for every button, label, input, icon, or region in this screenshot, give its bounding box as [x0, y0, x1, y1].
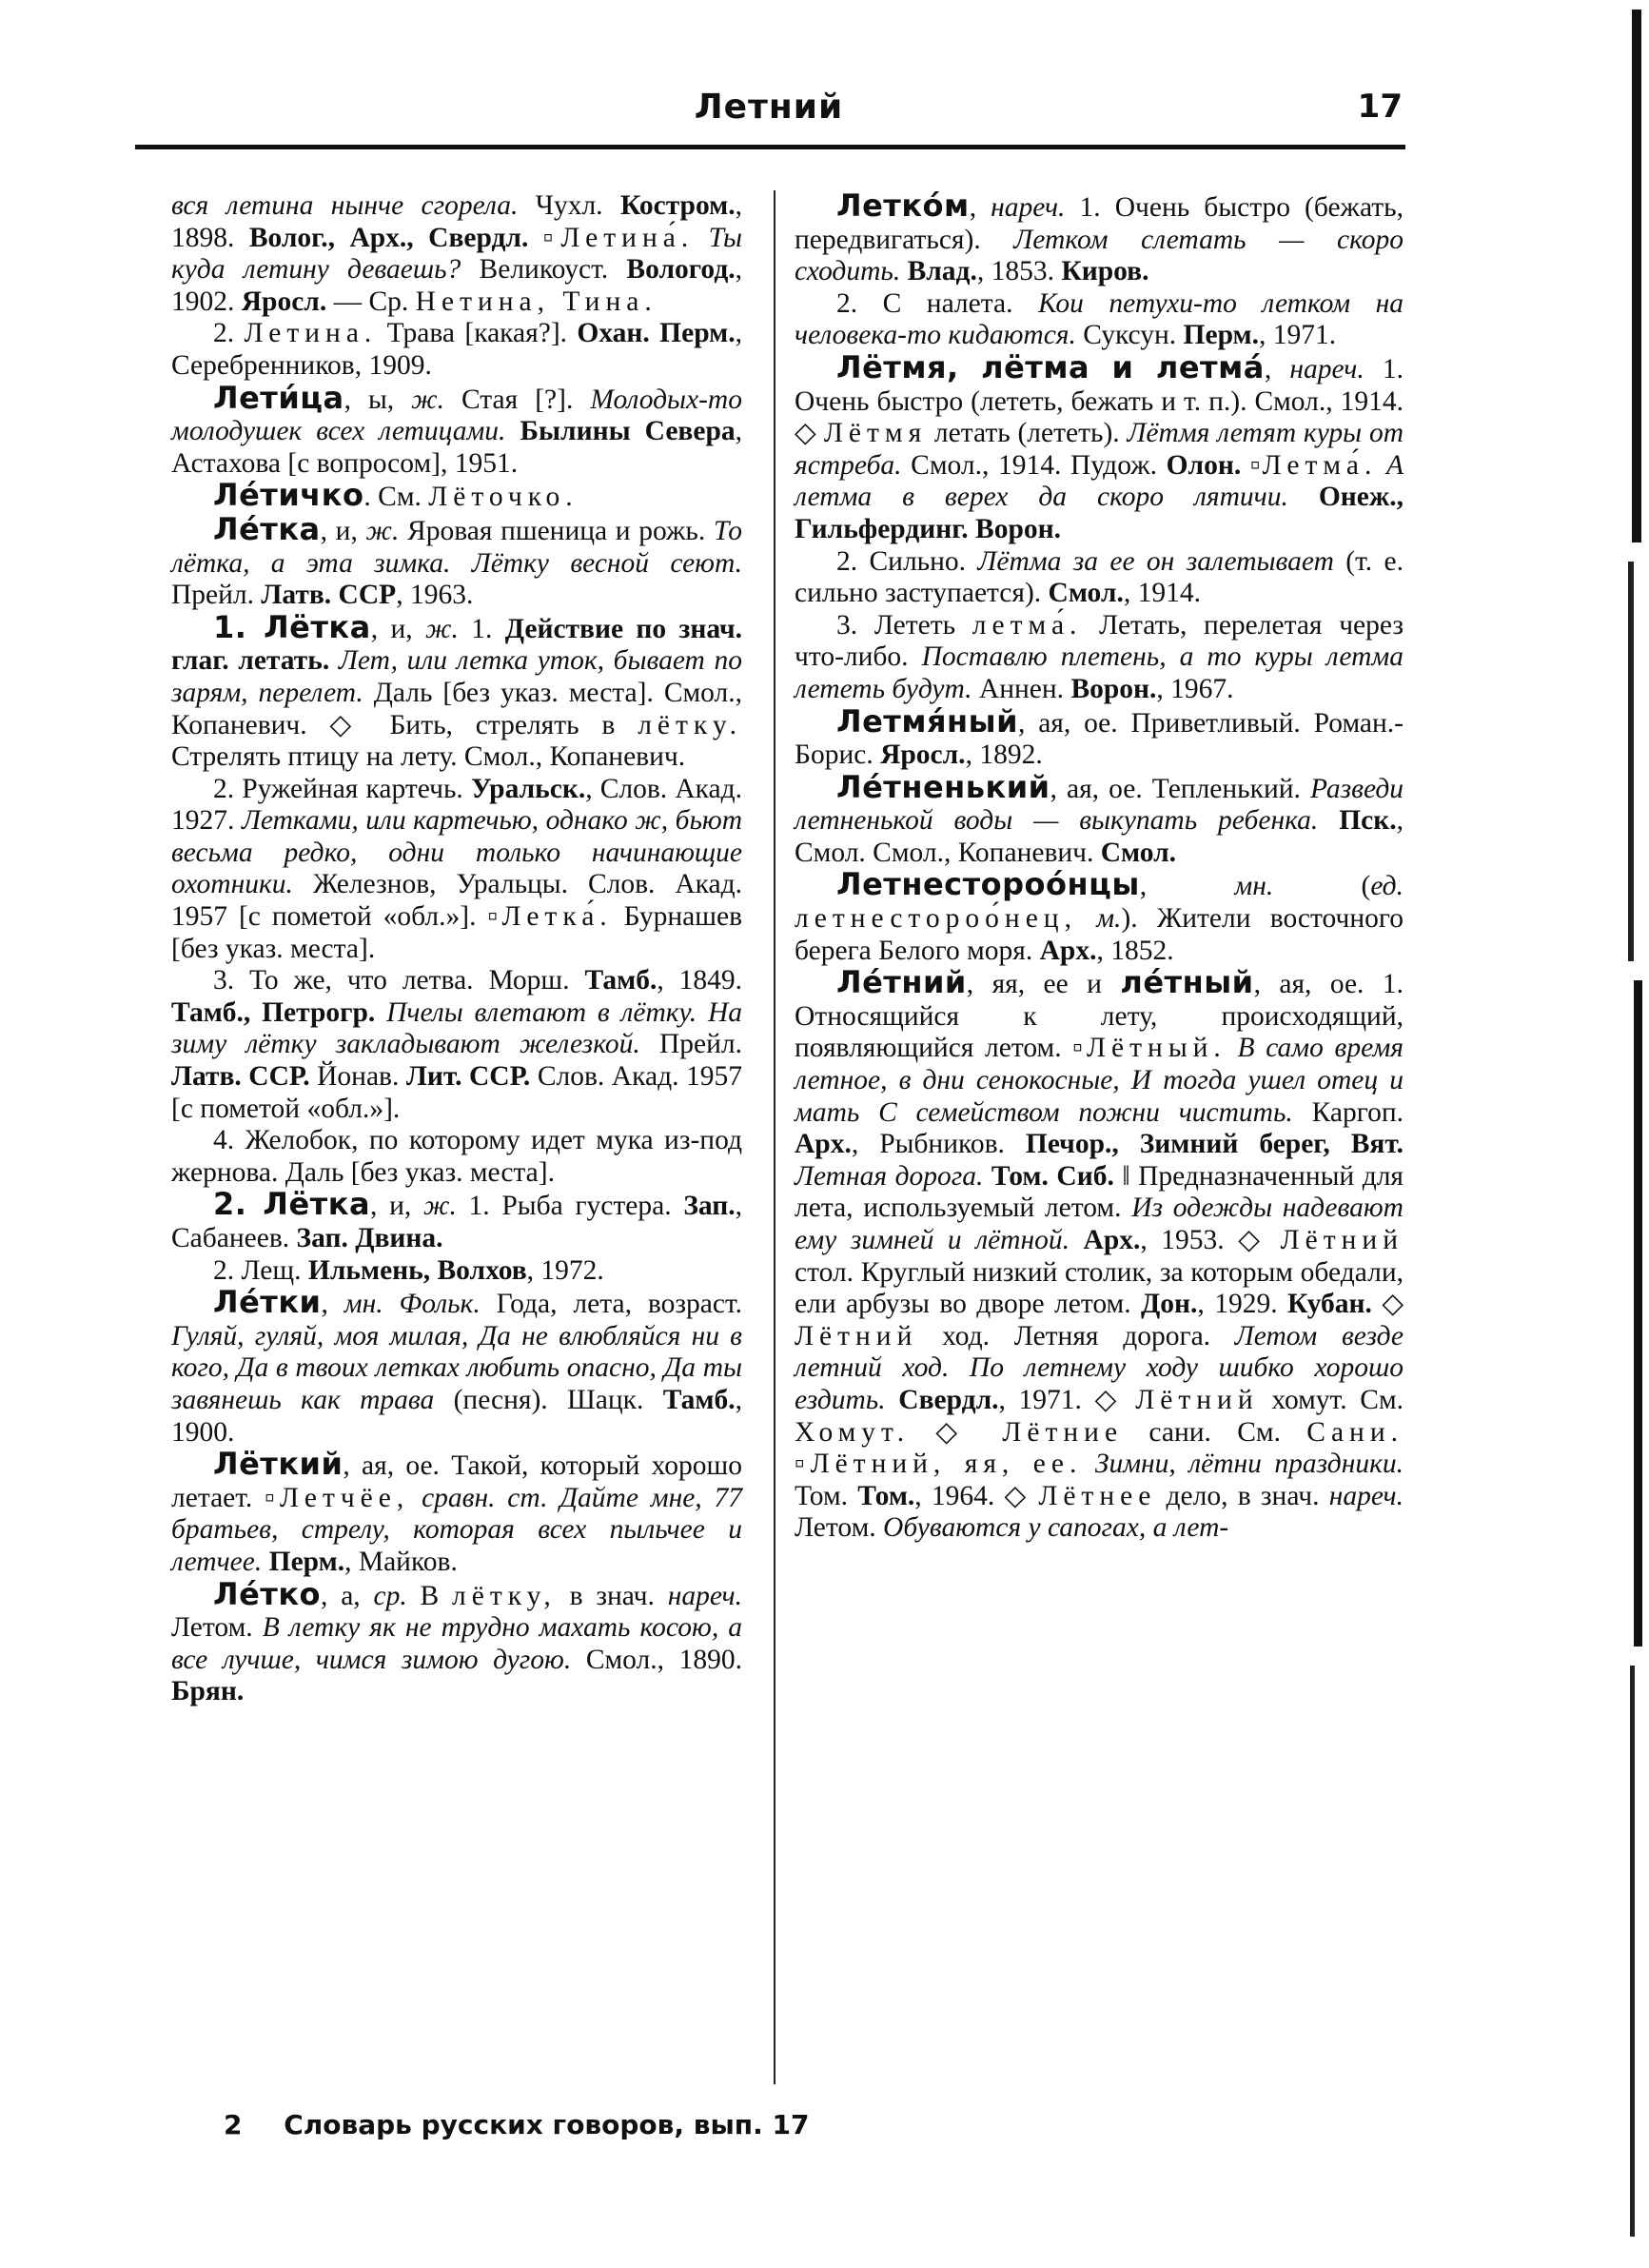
entry-text: 1. Очень быстро (бежать, передвигаться). [795, 192, 1404, 255]
entry-text: ед. [1370, 871, 1404, 902]
entry-text: Тамб., Петрогр. [171, 996, 376, 1028]
entry-text: Кубан. [1287, 1289, 1372, 1320]
entry-text: м. [1096, 903, 1122, 935]
entry-text: , 1852. [1096, 935, 1174, 966]
entry-text: Поставлю плетень, а то куры летма лететь будут. [795, 641, 1404, 704]
entry-text [983, 1161, 991, 1192]
entry-text: Действие по знач. глаг. летать. [171, 613, 742, 677]
entry-text: Летчёе, [280, 1482, 410, 1513]
entry-text: В само время летное, в дни сенокосные, И тогда ушел отец и мать С семейством пожни чистить. [795, 1033, 1404, 1128]
entry-text: , 1853. [976, 256, 1062, 287]
entry-text: Летом везде летний ход. По летнему ходу шибко хорошо ездить. [795, 1320, 1404, 1415]
entry-text: , Серебренников, 1909. [171, 318, 742, 381]
entry-text: , и, [370, 613, 425, 644]
entry-text: Даль [без указ. места]. Смол., Копаневич. ◇ Бить, стрелять в [171, 677, 742, 740]
page-number: 17 [1357, 88, 1403, 126]
entry-text: Летная дорога. [795, 1160, 984, 1192]
entry-text: Уральск. [470, 773, 586, 804]
entry-text: Суксун. [1075, 320, 1184, 351]
entry-text: Смол., 1914. Пудож. [901, 449, 1167, 481]
entry-text: В летку як не трудно махать косою, а все лучше, чимся зимою дугою. [171, 1612, 742, 1675]
entry-text: , а, [321, 1580, 374, 1611]
entry-text: сравн. ст. Дайте мне, 77 братьев, стрелу, которая всех пыльчее и летчее. [171, 1482, 743, 1577]
entry-text: Печор., Зимний берег, Вят. [1025, 1129, 1404, 1160]
entry-text: , и, [320, 515, 366, 546]
dictionary-entry [171, 510, 742, 612]
entry-text: 1. Очень быстро (лететь, бежать и т. п.). Смол., 1914. ◇ [795, 353, 1404, 449]
column-divider [774, 190, 775, 2084]
sense-paragraph [171, 965, 742, 1125]
sense-paragraph [171, 1255, 742, 1288]
entry-text: Года, лета, возраст. [480, 1289, 742, 1320]
entry-text: 1. Рыба густера. [456, 1191, 684, 1222]
entry-text: В [406, 1580, 452, 1611]
entry-text: летать (лететь). [927, 418, 1128, 449]
entry-text: Хомут. [795, 1416, 911, 1448]
entry-text: Арх. [1039, 935, 1097, 966]
dictionary-entry [795, 768, 1404, 870]
entry-text: ход. Летняя дорога. [917, 1320, 1235, 1351]
entry-text [375, 997, 386, 1028]
entry-headword: Летмя́ный [836, 702, 1018, 740]
entry-text: Олон. [1166, 449, 1242, 481]
entry-text: , Слов. Акад. 1927. [171, 773, 742, 837]
sense-paragraph [171, 1125, 742, 1189]
entry-headword: Ле́тка [213, 510, 321, 547]
entry-headword: Ле́тки [213, 1284, 322, 1321]
entry-text: Смол., 1890. [571, 1644, 742, 1675]
entry-text: Ты куда летину деваешь? [171, 222, 742, 286]
entry-text: вся летина нынче сгорела. [171, 190, 519, 221]
running-headword: Летний [694, 88, 844, 127]
entry-headword: Летко́м [836, 187, 970, 224]
entry-text: ж. [365, 515, 400, 546]
page-header [135, 88, 1403, 141]
entry-text: Летать, перелетая через что-либо. [795, 609, 1404, 673]
entry-text [262, 1547, 268, 1577]
entry-headword: Летнестороо́нцы [836, 866, 1140, 903]
entry-text: , ая, ое. Приветливый. Роман.-Борис. [795, 707, 1404, 771]
dictionary-entry [171, 1575, 742, 1708]
entry-text: Трава [какая?]. [377, 318, 578, 349]
entry-text: Разведи летненькой воды — выкупать ребенка. [795, 773, 1404, 837]
scan-edge-marks [1592, 0, 1649, 2268]
dictionary-entry [171, 1186, 742, 1254]
entry-text: ж. [423, 1191, 457, 1222]
sense-paragraph [171, 774, 742, 966]
entry-text: Лётний, яя, ее. [810, 1449, 1083, 1480]
entry-text: Свердл. [898, 1384, 999, 1415]
dictionary-entry [171, 1284, 742, 1449]
entry-text: Онеж., Гильфердинг. Ворон. [795, 482, 1404, 544]
dictionary-entry [795, 187, 1404, 288]
entry-headword: 1. Лётка [213, 608, 371, 645]
entry-headword: ле́тный [1120, 964, 1254, 1001]
entry-text: Летками, или картечью, однако ж, бьют весьма редко, одни только начинающие охотники. [171, 805, 742, 900]
entry-text: Пчелы влетают в лётку. На зиму лётку закладывают железкой. [171, 996, 743, 1060]
entry-text [1288, 482, 1319, 512]
entry-text: Смол. [1048, 578, 1124, 609]
entry-text: Лёточко. [428, 482, 579, 513]
entry-text: Костром. [619, 190, 736, 221]
entry-text: , Майков. [344, 1546, 458, 1577]
entry-text: Прейл. [639, 1029, 742, 1060]
entry-text: ◇ [1371, 1289, 1404, 1320]
entry-text: , 1914. [1123, 578, 1201, 609]
entry-text [1377, 450, 1386, 481]
entry-headword: Ле́тко [213, 1575, 322, 1612]
entry-text: ▫ [528, 222, 561, 253]
entry-text: (песня). Шацк. [434, 1384, 663, 1415]
entry-text: сани. См. [1123, 1416, 1307, 1448]
entry-text: Железнов, Уральцы. Слов. Акад. 1957 [с пометой «обл.»]. ▫ [171, 869, 742, 933]
entry-text: хомут. См. [1258, 1384, 1404, 1415]
entry-text: Яровая пшеница и рожь. [399, 515, 714, 546]
entry-text: Летма́. [1262, 449, 1378, 481]
entry-text: , [969, 192, 991, 223]
entry-text: Лётма за ее он залетывает [977, 545, 1334, 577]
entry-text: Лет, или летка уток, бывает по зарям, перелет. [171, 645, 742, 708]
entry-text: , 1972. [526, 1254, 604, 1286]
entry-text: стол. Круглый низкий столик, за которым обедали, ели арбузы во дворе летом. [795, 1256, 1404, 1320]
dictionary-entry [171, 190, 742, 318]
entry-text: Киров. [1061, 256, 1149, 287]
right-column [795, 187, 1404, 1545]
entry-text: ▫ [795, 1449, 811, 1480]
entry-text: Летом. [795, 1512, 884, 1544]
entry-text: . См. [363, 482, 429, 513]
entry-text: Брян. [171, 1676, 245, 1707]
entry-text: 2. С налета. [836, 287, 1038, 319]
entry-text: 2. Сильно. [836, 545, 978, 577]
entry-text: , ая, ое. Тепленький. [1050, 773, 1310, 804]
entry-text [900, 256, 907, 286]
entry-text: Летком слетать — скоро сходить. [795, 224, 1404, 287]
dictionary-entry [795, 702, 1404, 772]
entry-text: Прейл. [171, 580, 262, 611]
entry-text [1227, 1033, 1238, 1063]
entry-text: ср. [373, 1580, 407, 1611]
entry-text: ( [1273, 871, 1371, 902]
entry-text: — Ср. [326, 286, 416, 317]
entry-text: нареч. [1289, 353, 1364, 385]
entry-text: , и, [370, 1191, 424, 1222]
footer-text: Словарь русских говоров, вып. 17 [284, 2109, 810, 2140]
entry-text: 2. Ружейная картечь. [213, 773, 471, 804]
entry-text [1070, 1225, 1084, 1255]
entry-text: дело, в знач. [1156, 1480, 1329, 1511]
entry-text: Волог., Арх., Свердл. [248, 222, 529, 253]
entry-text: лётку, [452, 1580, 557, 1611]
entry-text: ◇ [910, 1416, 1003, 1448]
entry-text: Охан. Перм. [577, 318, 736, 349]
entry-text: , 1849. [657, 965, 743, 996]
entry-text: Латв. ССР. [171, 1061, 310, 1093]
entry-text: , 1898. [171, 190, 742, 253]
entry-text: Вологод. [626, 254, 736, 286]
entry-text: Летом. [171, 1612, 263, 1644]
dictionary-entry [171, 379, 742, 481]
entry-text: 4. Желобок, по которому идет мука из-под жернова. Даль [без указ. места]. [171, 1125, 742, 1188]
dictionary-entry [171, 477, 742, 514]
entry-text: Былины Севера [520, 416, 736, 447]
entry-text: Влад. [907, 256, 977, 287]
entry-text: Нетина, Тина. [415, 286, 658, 317]
sense-paragraph [171, 318, 742, 382]
entry-text: мн. [1234, 871, 1274, 902]
entry-text: Ворон. [1070, 673, 1157, 704]
entry-text: мн. Фольк. [344, 1289, 481, 1320]
entry-text: Тамб. [584, 965, 658, 996]
entry-text [1318, 805, 1339, 836]
entry-text: Дон. [1141, 1289, 1198, 1320]
entry-text: Зимни, лётни праздники. [1094, 1449, 1404, 1480]
entry-text [329, 645, 339, 676]
entry-text: ж. [411, 384, 444, 415]
entry-headword: Ле́тичко [213, 477, 364, 514]
entry-text: , [1264, 353, 1290, 385]
entry-text: Из одежды надевают ему зимней и лётной. [795, 1193, 1404, 1255]
entry-text: ж. [425, 613, 459, 644]
entry-text: в знач. [556, 1580, 668, 1611]
entry-text: Том. [857, 1480, 915, 1511]
entry-text: , 1971. ◇ [998, 1384, 1136, 1415]
entry-text: ▫ [1241, 449, 1263, 481]
entry-text: , 1929. [1197, 1289, 1288, 1320]
entry-headword: Ле́тний [836, 964, 967, 1001]
entry-text: Арх. [1083, 1225, 1141, 1255]
entry-text: , Сабанеев. [171, 1191, 742, 1253]
entry-text: Латв. ССР [261, 580, 397, 611]
entry-text: Обуваются у сапогах, а лет- [883, 1512, 1229, 1544]
entry-text: Великоуст. [461, 254, 627, 286]
entry-text: , ая, ое. Такой, который хорошо летает. ▫ [171, 1450, 742, 1513]
entry-text: 1. [458, 613, 505, 644]
entry-text: Чухл. [518, 190, 620, 221]
entry-text: нареч. [1328, 1480, 1404, 1511]
entry-text: Стая [?]. [444, 384, 591, 415]
entry-text: Том. Сиб. [991, 1160, 1114, 1192]
left-column [171, 190, 742, 1708]
entry-text: Ильмень, Волхов [307, 1254, 527, 1286]
dictionary-entry [795, 964, 1404, 1545]
entry-headword: 2. Лётка [213, 1186, 371, 1223]
entry-text [1077, 903, 1096, 934]
entry-text: Слов. Акад. 1957 [с пометой «обл.»]. [171, 1061, 742, 1124]
entry-text: Лит. ССР. [405, 1061, 531, 1093]
dictionary-entry [795, 348, 1404, 546]
sense-paragraph [795, 288, 1404, 352]
entry-text: Аннен. [972, 673, 1071, 704]
entry-text: А летма в верех да скоро лятичи. [795, 449, 1404, 513]
entry-text: Летка́. [501, 901, 613, 933]
entry-headword: Лётмя, лётма и летма́ [836, 348, 1265, 385]
entry-text: , ы, [344, 384, 412, 415]
entry-text: Гуляй, гуляй, моя милая, Да не влюбляйся ни в кого, Да в твоих летках любить опасно, Да ты завянешь как трава [171, 1320, 742, 1415]
entry-text: , [1139, 871, 1235, 902]
entry-text [505, 416, 520, 446]
entry-text: Лётние [1002, 1416, 1124, 1448]
page-footer [224, 2109, 810, 2140]
entry-text: (т. е. сильно заступается). [795, 545, 1404, 609]
entry-text: , 1953. ◇ [1140, 1225, 1281, 1255]
entry-text: лётку. [638, 709, 742, 740]
entry-text: Лётний [1135, 1384, 1259, 1415]
entry-text [409, 1483, 422, 1513]
entry-text: 3. Лететь [836, 609, 972, 641]
entry-text: Зап. [683, 1191, 736, 1222]
entry-text: ). Жители восточного берега Белого моря. [795, 903, 1404, 966]
entry-text: Бурнашев [без указ. места]. [171, 901, 742, 964]
entry-text: Каргоп. [1292, 1096, 1404, 1128]
entry-text: , [321, 1289, 344, 1320]
entry-text: Арх. [795, 1129, 852, 1160]
entry-text: , Астахова [с вопросом], 1951. [171, 416, 742, 479]
entry-text: Том. [795, 1480, 858, 1511]
entry-text: Молодых-то молодушек всех летицами. [171, 384, 742, 447]
entry-text: Летина́. [560, 222, 695, 253]
entry-text: Лётмя [823, 418, 928, 449]
entry-text: Яросл. [880, 740, 966, 771]
entry-text: Яросл. [241, 286, 327, 317]
entry-headword: Ле́тненький [836, 768, 1050, 805]
entry-text: Стрелять птицу на лету. Смол., Копаневич. [171, 741, 686, 773]
entry-text: , 1971. [1259, 320, 1337, 351]
entry-text: Лётмя летят куры от ястреба. [795, 418, 1404, 481]
dictionary-entry [171, 608, 742, 774]
entry-headword: Лети́ца [213, 379, 344, 416]
entry-text: ‖ Предназначенный для лета, используемый летом. [795, 1160, 1404, 1224]
entry-text: , 1900. [171, 1384, 742, 1448]
entry-text: Пск. [1339, 805, 1397, 837]
entry-text: , Смол. Смол., Копаневич. [795, 805, 1404, 868]
entry-text: Перм. [1183, 320, 1260, 351]
dictionary-entry [171, 1446, 743, 1578]
entry-text: , 1967. [1156, 673, 1234, 704]
entry-text: 3. То же, что летва. Морш. [213, 965, 585, 996]
entry-text: Лётный. [1087, 1033, 1227, 1064]
entry-text: Сани. [1306, 1416, 1404, 1448]
entry-text [886, 1385, 899, 1415]
entry-text: Лётний [1280, 1225, 1404, 1255]
entry-text: , ая, ое. 1. Относящийся к лету, происходящий, появляющийся летом. ▫ [795, 969, 1404, 1064]
entry-text: , 1892. [965, 740, 1043, 771]
header-rule [135, 145, 1405, 149]
entry-text: 2. [213, 318, 245, 349]
sense-paragraph [795, 610, 1404, 706]
entry-text: 2. Лещ. [213, 1254, 308, 1286]
entry-text: нареч. [991, 192, 1066, 223]
sense-paragraph [795, 546, 1404, 610]
entry-text: Тамб. [662, 1384, 736, 1415]
entry-text: Летина. [244, 318, 378, 349]
entry-text: , 1902. [171, 254, 742, 317]
entry-text: нареч. [667, 1580, 742, 1611]
entry-text: Йонав. [309, 1061, 406, 1093]
entry-text: Кои петухи-то летком на человека-то кидаются. [795, 287, 1404, 351]
signature-number: 2 [224, 2109, 243, 2140]
entry-text: Лётнее [1038, 1480, 1157, 1511]
entry-text: , 1963. [396, 580, 474, 611]
entry-headword: Лёткий [213, 1446, 344, 1483]
entry-text: , Рыбников. [851, 1129, 1026, 1160]
dictionary-entry [795, 866, 1404, 967]
entry-text: летнестороо́нец, [795, 903, 1077, 935]
entry-text: Перм. [268, 1546, 345, 1577]
entry-text: , яя, ее и [966, 969, 1121, 1000]
entry-text: летма́. [972, 609, 1083, 641]
entry-text: Зап. Двина. [296, 1223, 443, 1253]
entry-text: Лётний [795, 1320, 918, 1351]
entry-text: То лётка, а эта зимка. Лётку весной сеют. [171, 515, 742, 579]
entry-text: , 1964. ◇ [914, 1480, 1039, 1511]
entry-text: Смол. [1100, 837, 1177, 868]
entry-text [1082, 1449, 1094, 1479]
